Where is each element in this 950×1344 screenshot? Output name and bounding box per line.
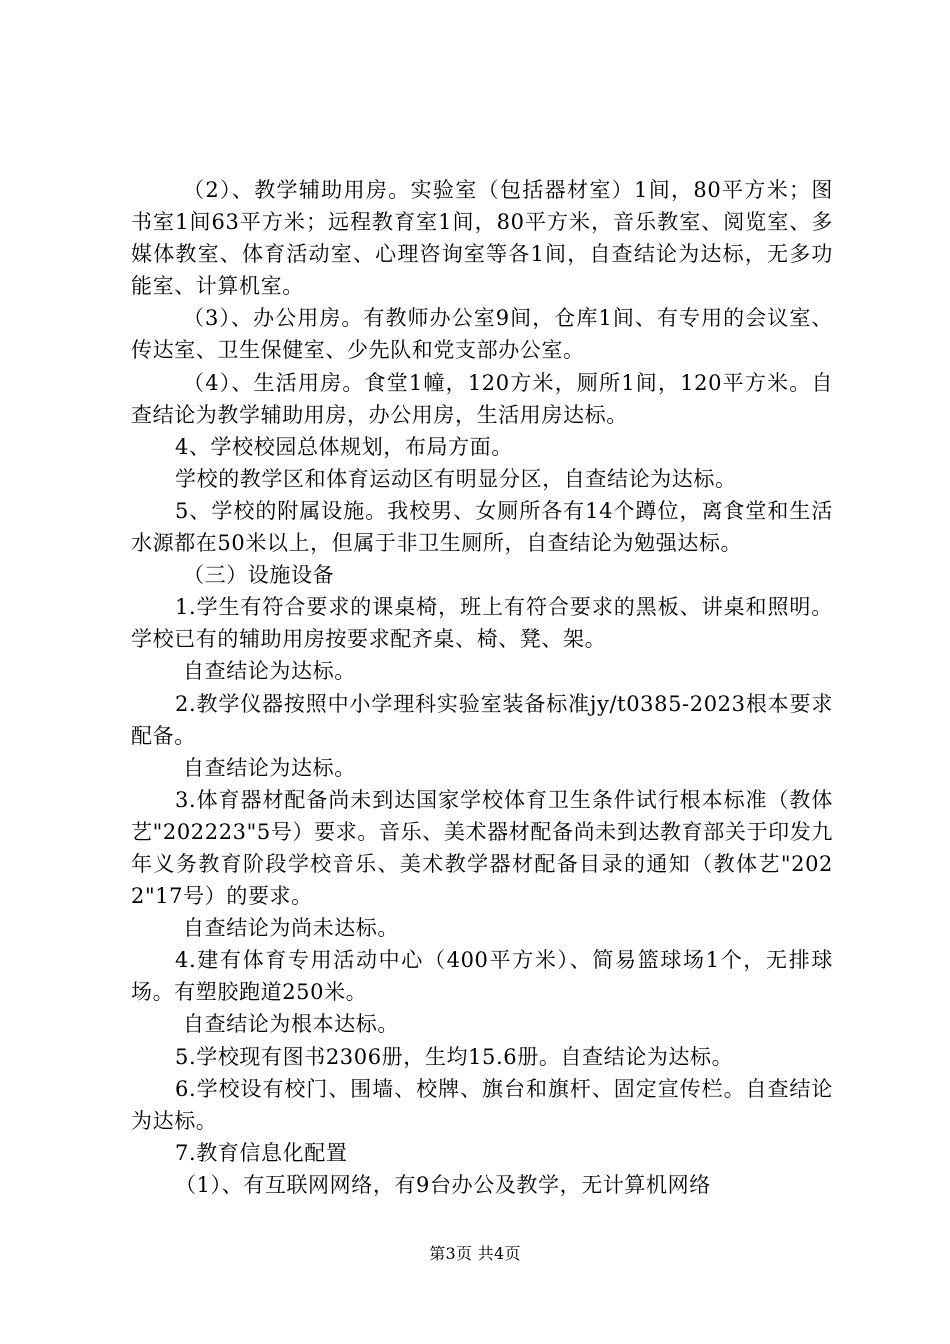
- paragraph-zoning-conclusion: 学校的教学区和体育运动区有明显分区，自查结论为达标。: [175, 466, 737, 491]
- paragraph-desks-chairs: 1.学生有符合要求的课桌椅，班上有符合要求的黑板、讲桌和照明。学校已有的辅助用房按要求配齐桌、椅、凳、架。: [131, 595, 833, 652]
- paragraph-it-config-heading: 7.教育信息化配置: [175, 1140, 348, 1165]
- section-heading-facilities: （三）设施设备: [183, 563, 335, 588]
- paragraph-conclusion-3: 自查结论为尚未达标。: [183, 916, 399, 941]
- paragraph-school-gate: 6.学校设有校门、围墙、校牌、旗台和旗杆、固定宣传栏。自查结论为达标。: [131, 1076, 833, 1133]
- paragraph-campus-planning: 4、学校校园总体规划，布局方面。: [175, 434, 513, 459]
- paragraph-internet-network: （1）、有互联网网络，有9台办公及教学，无计算机网络: [175, 1172, 711, 1197]
- document-body: [131, 174, 833, 1201]
- paragraph-sports-equipment: 3.体育器材配备尚未到达国家学校体育卫生条件试行根本标准（教体艺"202223"5号）要求。音乐、美术器材配备尚未到达教育部关于印发九年义务教育阶段学校音乐、美术教学器材配备目录的通知（教体艺"2022"17号）的要求。: [131, 787, 833, 909]
- paragraph-teaching-instruments: 2.教学仪器按照中小学理科实验室装备标准jy/t0385-2023根本要求配备。: [131, 691, 833, 748]
- paragraph-auxiliary-facilities: 5、学校的附属设施。我校男、女厕所各有14个蹲位，离食堂和生活水源都在50米以上，但属于非卫生厕所，自查结论为勉强达标。: [131, 498, 833, 556]
- paragraph-conclusion-2: 自查结论为达标。: [183, 755, 356, 780]
- paragraph-living-rooms: （4）、生活用房。食堂1幢，120方米，厕所1间，120平方米。自查结论为教学辅助用房，办公用房，生活用房达标。: [131, 370, 833, 427]
- paragraph-library-books: 5.学校现有图书2306册，生均15.6册。自查结论为达标。: [175, 1044, 734, 1069]
- paragraph-conclusion-4: 自查结论为根本达标。: [183, 1012, 399, 1037]
- page-footer: 第3页 共4页: [429, 1244, 521, 1263]
- paragraph-teaching-auxiliary-rooms: （2）、教学辅助用房。实验室（包括器材室）1间，80平方米；图书室1间63平方米；远程教育室1间，80平方米，音乐教室、阅览室、多媒体教室、体育活动室、心理咨询室等各1间，自查结论为达标，无多功能室、计算机室。: [131, 178, 833, 299]
- paragraph-sports-center: 4.建有体育专用活动中心（400平方米）、简易篮球场1个，无排球场。有塑胶跑道250米。: [131, 948, 833, 1005]
- paragraph-office-rooms: （3）、办公用房。有教师办公室9间，仓库1间、有专用的会议室、传达室、卫生保健室、少先队和党支部办公室。: [131, 306, 833, 363]
- paragraph-conclusion-1: 自查结论为达标。: [183, 659, 356, 684]
